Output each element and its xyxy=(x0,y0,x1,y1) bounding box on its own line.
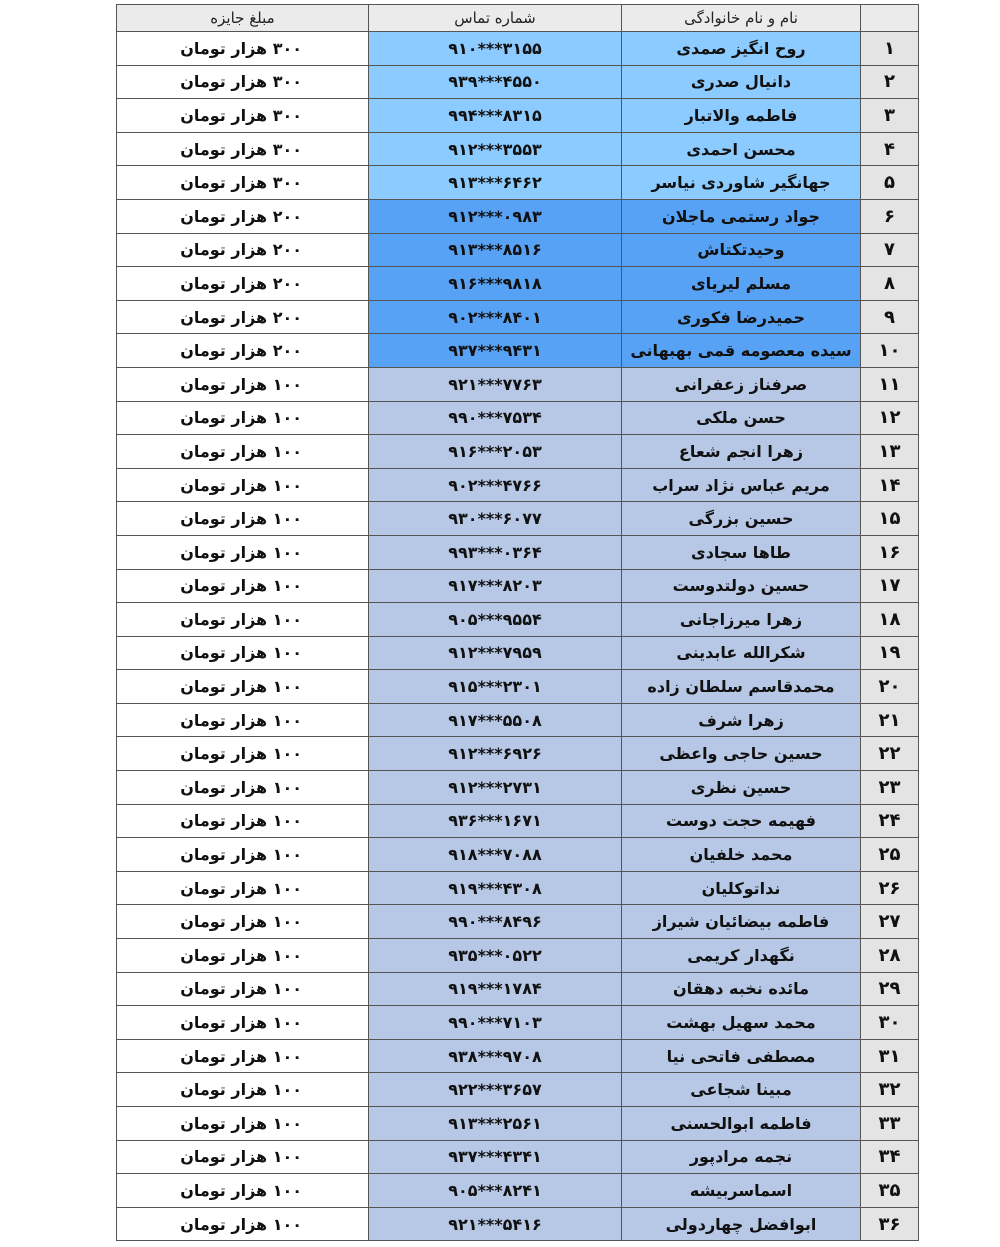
row-name: زهرا انجم شعاع xyxy=(622,435,861,469)
table-row xyxy=(117,703,919,737)
table-row xyxy=(117,636,919,670)
table-row xyxy=(117,838,919,872)
row-prize: ۱۰۰ هزار تومان xyxy=(117,838,369,872)
header-index xyxy=(861,5,919,32)
row-phone: ۹۹۴***۸۳۱۵ xyxy=(369,99,622,133)
row-name: حمیدرضا فکوری xyxy=(622,300,861,334)
table-body xyxy=(117,32,919,1241)
row-name: محمد سهیل بهشت xyxy=(622,1006,861,1040)
row-prize: ۱۰۰ هزار تومان xyxy=(117,1174,369,1208)
row-index: ۱۹ xyxy=(861,636,919,670)
table-row xyxy=(117,804,919,838)
row-index: ۳ xyxy=(861,99,919,133)
row-name: فاطمه بیضائیان شیراز xyxy=(622,905,861,939)
row-index: ۳۲ xyxy=(861,1073,919,1107)
row-name: جهانگیر شاوردی نیاسر xyxy=(622,166,861,200)
table-row xyxy=(117,367,919,401)
header-phone: شماره تماس xyxy=(369,5,622,32)
header-name: نام و نام خانوادگی xyxy=(622,5,861,32)
row-name: سیده معصومه قمی بهبهانی xyxy=(622,334,861,368)
table-row xyxy=(117,468,919,502)
row-phone: ۹۳۸***۹۷۰۸ xyxy=(369,1039,622,1073)
row-prize: ۱۰۰ هزار تومان xyxy=(117,1039,369,1073)
row-phone: ۹۱۶***۲۰۵۳ xyxy=(369,435,622,469)
row-name: نگهدار کریمی xyxy=(622,939,861,973)
row-phone: ۹۱۲***۶۹۲۶ xyxy=(369,737,622,771)
row-index: ۲۳ xyxy=(861,771,919,805)
row-index: ۲۷ xyxy=(861,905,919,939)
table-row xyxy=(117,334,919,368)
row-phone: ۹۱۹***۴۳۰۸ xyxy=(369,871,622,905)
row-name: حسن ملکی xyxy=(622,401,861,435)
row-prize: ۳۰۰ هزار تومان xyxy=(117,99,369,133)
row-name: محمدقاسم سلطان زاده xyxy=(622,670,861,704)
table-row xyxy=(117,972,919,1006)
row-phone: ۹۱۸***۷۰۸۸ xyxy=(369,838,622,872)
row-index: ۱۸ xyxy=(861,603,919,637)
row-prize: ۱۰۰ هزار تومان xyxy=(117,435,369,469)
row-index: ۲۶ xyxy=(861,871,919,905)
row-index: ۳۴ xyxy=(861,1140,919,1174)
row-name: مسلم لیریای xyxy=(622,267,861,301)
table-row xyxy=(117,99,919,133)
row-prize: ۲۰۰ هزار تومان xyxy=(117,233,369,267)
row-index: ۳۵ xyxy=(861,1174,919,1208)
row-prize: ۱۰۰ هزار تومان xyxy=(117,703,369,737)
row-phone: ۹۳۶***۱۶۷۱ xyxy=(369,804,622,838)
row-prize: ۱۰۰ هزار تومان xyxy=(117,771,369,805)
table-row xyxy=(117,65,919,99)
row-name: طاها سجادی xyxy=(622,535,861,569)
table-row xyxy=(117,32,919,66)
table-row xyxy=(117,535,919,569)
row-name: حسین حاجی واعظی xyxy=(622,737,861,771)
table-row xyxy=(117,132,919,166)
row-phone: ۹۳۵***۰۵۲۲ xyxy=(369,939,622,973)
row-index: ۲ xyxy=(861,65,919,99)
table-row xyxy=(117,1107,919,1141)
row-name: روح انگیز صمدی xyxy=(622,32,861,66)
row-phone: ۹۲۱***۵۴۱۶ xyxy=(369,1207,622,1241)
row-phone: ۹۱۷***۵۵۰۸ xyxy=(369,703,622,737)
row-prize: ۲۰۰ هزار تومان xyxy=(117,199,369,233)
row-index: ۱۴ xyxy=(861,468,919,502)
row-phone: ۹۱۹***۱۷۸۴ xyxy=(369,972,622,1006)
row-phone: ۹۱۲***۳۵۵۳ xyxy=(369,132,622,166)
table-row xyxy=(117,435,919,469)
row-name: صرفناز زعفرانی xyxy=(622,367,861,401)
row-name: نجمه مرادپور xyxy=(622,1140,861,1174)
row-name: مائده نخبه دهقان xyxy=(622,972,861,1006)
row-phone: ۹۱۳***۲۵۶۱ xyxy=(369,1107,622,1141)
table-row xyxy=(117,1140,919,1174)
table-row xyxy=(117,771,919,805)
row-prize: ۱۰۰ هزار تومان xyxy=(117,1006,369,1040)
row-index: ۳۳ xyxy=(861,1107,919,1141)
row-phone: ۹۱۰***۳۱۵۵ xyxy=(369,32,622,66)
winners-table-container xyxy=(116,4,918,1241)
row-phone: ۹۰۵***۹۵۵۴ xyxy=(369,603,622,637)
table-row xyxy=(117,502,919,536)
row-index: ۲۰ xyxy=(861,670,919,704)
header-prize: مبلغ جایزه xyxy=(117,5,369,32)
row-index: ۱۶ xyxy=(861,535,919,569)
row-prize: ۱۰۰ هزار تومان xyxy=(117,636,369,670)
row-prize: ۱۰۰ هزار تومان xyxy=(117,569,369,603)
row-name: حسین بزرگی xyxy=(622,502,861,536)
row-name: نداتوکلیان xyxy=(622,871,861,905)
row-name: دانیال صدری xyxy=(622,65,861,99)
table-row xyxy=(117,300,919,334)
row-index: ۳۶ xyxy=(861,1207,919,1241)
row-phone: ۹۱۵***۲۳۰۱ xyxy=(369,670,622,704)
row-prize: ۱۰۰ هزار تومان xyxy=(117,1073,369,1107)
row-prize: ۳۰۰ هزار تومان xyxy=(117,166,369,200)
row-index: ۱۲ xyxy=(861,401,919,435)
row-name: فاطمه والاتبار xyxy=(622,99,861,133)
row-prize: ۱۰۰ هزار تومان xyxy=(117,1207,369,1241)
row-index: ۳۰ xyxy=(861,1006,919,1040)
table-row xyxy=(117,267,919,301)
row-prize: ۳۰۰ هزار تومان xyxy=(117,65,369,99)
row-prize: ۱۰۰ هزار تومان xyxy=(117,1140,369,1174)
row-phone: ۹۲۱***۷۷۶۳ xyxy=(369,367,622,401)
row-phone: ۹۱۲***۲۷۳۱ xyxy=(369,771,622,805)
row-index: ۵ xyxy=(861,166,919,200)
row-index: ۹ xyxy=(861,300,919,334)
row-prize: ۱۰۰ هزار تومان xyxy=(117,603,369,637)
row-index: ۱ xyxy=(861,32,919,66)
row-index: ۲۲ xyxy=(861,737,919,771)
row-phone: ۹۰۲***۴۷۶۶ xyxy=(369,468,622,502)
row-index: ۲۹ xyxy=(861,972,919,1006)
row-prize: ۱۰۰ هزار تومان xyxy=(117,871,369,905)
row-phone: ۹۳۰***۶۰۷۷ xyxy=(369,502,622,536)
row-phone: ۹۹۰***۸۴۹۶ xyxy=(369,905,622,939)
row-prize: ۱۰۰ هزار تومان xyxy=(117,401,369,435)
winners-table xyxy=(116,4,919,1241)
row-index: ۸ xyxy=(861,267,919,301)
row-index: ۱۷ xyxy=(861,569,919,603)
row-prize: ۳۰۰ هزار تومان xyxy=(117,32,369,66)
row-name: شکرالله عابدینی xyxy=(622,636,861,670)
row-name: حسین نظری xyxy=(622,771,861,805)
table-row xyxy=(117,1174,919,1208)
row-index: ۱۳ xyxy=(861,435,919,469)
row-prize: ۱۰۰ هزار تومان xyxy=(117,1107,369,1141)
table-row xyxy=(117,166,919,200)
row-name: محسن احمدی xyxy=(622,132,861,166)
row-prize: ۱۰۰ هزار تومان xyxy=(117,670,369,704)
row-phone: ۹۱۳***۶۴۶۲ xyxy=(369,166,622,200)
row-phone: ۹۹۳***۰۳۶۴ xyxy=(369,535,622,569)
row-prize: ۱۰۰ هزار تومان xyxy=(117,804,369,838)
row-phone: ۹۱۳***۸۵۱۶ xyxy=(369,233,622,267)
row-phone: ۹۰۵***۸۲۴۱ xyxy=(369,1174,622,1208)
row-prize: ۱۰۰ هزار تومان xyxy=(117,468,369,502)
row-name: جواد رستمی ماجلان xyxy=(622,199,861,233)
table-row xyxy=(117,1039,919,1073)
row-name: اسماسربیشه xyxy=(622,1174,861,1208)
row-prize: ۱۰۰ هزار تومان xyxy=(117,905,369,939)
row-index: ۲۴ xyxy=(861,804,919,838)
table-row xyxy=(117,737,919,771)
row-prize: ۱۰۰ هزار تومان xyxy=(117,367,369,401)
table-row xyxy=(117,1073,919,1107)
header-row xyxy=(117,5,919,32)
row-name: زهرا میرزاجانی xyxy=(622,603,861,637)
row-prize: ۱۰۰ هزار تومان xyxy=(117,972,369,1006)
row-prize: ۲۰۰ هزار تومان xyxy=(117,300,369,334)
row-phone: ۹۹۰***۷۱۰۳ xyxy=(369,1006,622,1040)
table-row xyxy=(117,1006,919,1040)
row-phone: ۹۳۷***۴۳۴۱ xyxy=(369,1140,622,1174)
row-phone: ۹۱۶***۹۸۱۸ xyxy=(369,267,622,301)
row-name: مریم عباس نژاد سراب xyxy=(622,468,861,502)
row-prize: ۱۰۰ هزار تومان xyxy=(117,535,369,569)
row-index: ۴ xyxy=(861,132,919,166)
table-row xyxy=(117,401,919,435)
row-index: ۲۵ xyxy=(861,838,919,872)
row-index: ۶ xyxy=(861,199,919,233)
row-prize: ۲۰۰ هزار تومان xyxy=(117,334,369,368)
row-name: محمد خلفیان xyxy=(622,838,861,872)
row-name: زهرا شرف xyxy=(622,703,861,737)
row-name: فاطمه ابوالحسنی xyxy=(622,1107,861,1141)
table-row xyxy=(117,871,919,905)
row-phone: ۹۳۹***۴۵۵۰ xyxy=(369,65,622,99)
row-name: وحیدتکتاش xyxy=(622,233,861,267)
row-prize: ۳۰۰ هزار تومان xyxy=(117,132,369,166)
row-prize: ۱۰۰ هزار تومان xyxy=(117,502,369,536)
row-phone: ۹۱۷***۸۲۰۳ xyxy=(369,569,622,603)
table-row xyxy=(117,199,919,233)
row-phone: ۹۲۲***۳۶۵۷ xyxy=(369,1073,622,1107)
table-row xyxy=(117,905,919,939)
row-name: ابوافضل چهاردولی xyxy=(622,1207,861,1241)
table-row xyxy=(117,1207,919,1241)
table-row xyxy=(117,670,919,704)
row-index: ۲۱ xyxy=(861,703,919,737)
row-index: ۱۵ xyxy=(861,502,919,536)
row-phone: ۹۰۲***۸۴۰۱ xyxy=(369,300,622,334)
table-row xyxy=(117,939,919,973)
row-index: ۲۸ xyxy=(861,939,919,973)
table-row xyxy=(117,569,919,603)
row-name: فهیمه حجت دوست xyxy=(622,804,861,838)
table-row xyxy=(117,603,919,637)
row-phone: ۹۱۲***۷۹۵۹ xyxy=(369,636,622,670)
row-phone: ۹۳۷***۹۴۳۱ xyxy=(369,334,622,368)
row-prize: ۱۰۰ هزار تومان xyxy=(117,737,369,771)
row-name: مصطفی فاتحی نیا xyxy=(622,1039,861,1073)
row-name: حسین دولتدوست xyxy=(622,569,861,603)
row-index: ۱۱ xyxy=(861,367,919,401)
row-prize: ۱۰۰ هزار تومان xyxy=(117,939,369,973)
table-row xyxy=(117,233,919,267)
row-index: ۷ xyxy=(861,233,919,267)
row-index: ۳۱ xyxy=(861,1039,919,1073)
row-prize: ۲۰۰ هزار تومان xyxy=(117,267,369,301)
row-phone: ۹۹۰***۷۵۳۴ xyxy=(369,401,622,435)
row-index: ۱۰ xyxy=(861,334,919,368)
row-phone: ۹۱۲***۰۹۸۳ xyxy=(369,199,622,233)
row-name: مبینا شجاعی xyxy=(622,1073,861,1107)
